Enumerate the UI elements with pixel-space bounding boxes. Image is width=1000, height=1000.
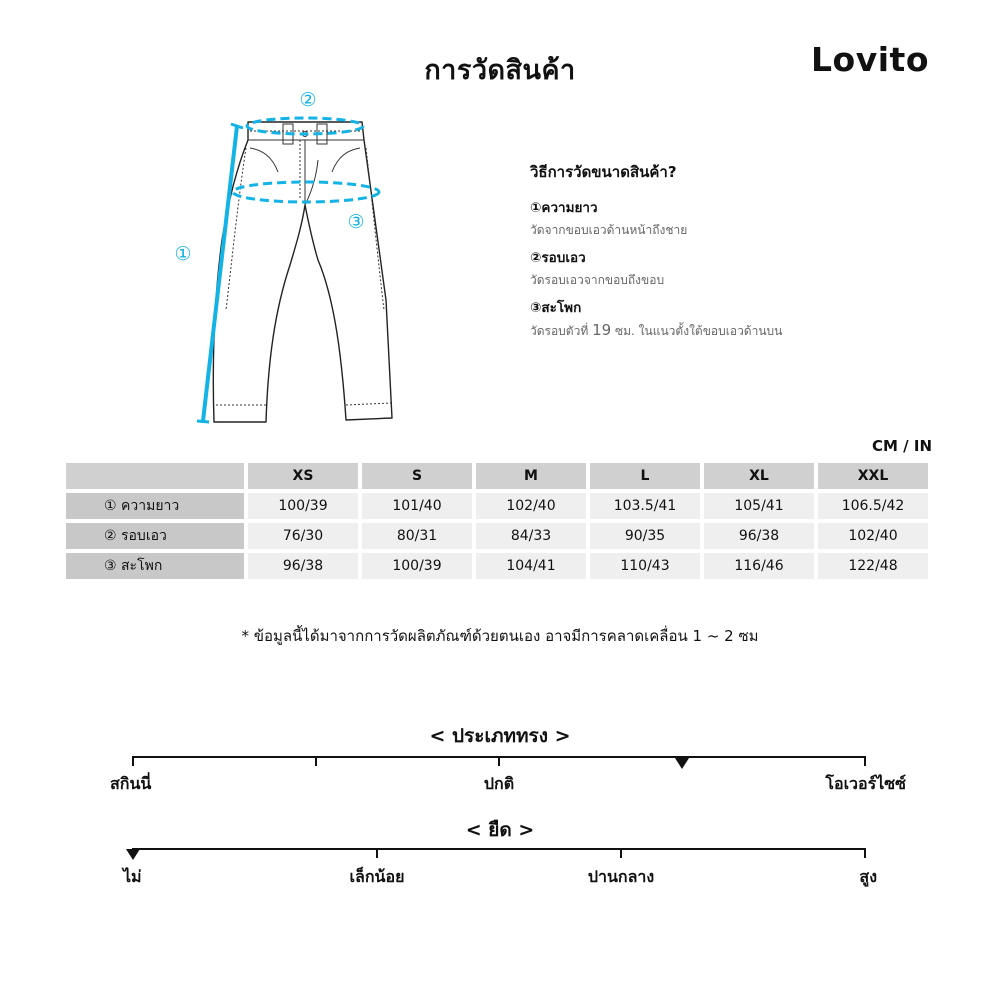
- marker-hip: ③: [347, 211, 365, 233]
- instruction-desc: วัดรอบเอวจากขอบถึงขอบ: [530, 273, 665, 287]
- instruction-desc-number: 19: [592, 321, 612, 339]
- stretch-scale-title: < ยืด >: [465, 819, 535, 841]
- stretch-label-high: สูง: [859, 867, 877, 886]
- instruction-item-hip: [530, 296, 970, 341]
- pants-outline: [213, 122, 392, 422]
- marker-waist: ②: [299, 89, 317, 111]
- fit-label-regular: ปกติ: [483, 774, 515, 793]
- stretch-label-slight: เล็กน้อย: [349, 867, 405, 886]
- table-cell: 110/43: [590, 553, 700, 579]
- instruction-desc-suffix: ซม. ในแนวตั้งใต้ขอบเอวด้านบน: [615, 324, 783, 338]
- measurement-instructions: [530, 160, 970, 347]
- table-cell: 101/40: [362, 493, 472, 519]
- table-cell: 96/38: [704, 523, 814, 549]
- table-cell: 80/31: [362, 523, 472, 549]
- row-label: ① ความยาว: [66, 493, 244, 519]
- size-header: S: [362, 463, 472, 489]
- table-cell: 102/40: [818, 523, 928, 549]
- size-header: XL: [704, 463, 814, 489]
- size-header: M: [476, 463, 586, 489]
- instruction-desc: วัดจากขอบเอวด้านหน้าถึงชาย: [530, 223, 688, 237]
- stretch-selected-marker: [126, 849, 140, 860]
- instructions-heading: วิธีการวัดขนาดสินค้า?: [530, 163, 677, 181]
- instruction-desc: [530, 321, 970, 341]
- fit-scale-tick: [315, 756, 317, 766]
- table-cell: 100/39: [362, 553, 472, 579]
- table-row: [66, 553, 928, 579]
- table-cell: 105/41: [704, 493, 814, 519]
- table-cell: 84/33: [476, 523, 586, 549]
- fit-scale-tick: [132, 756, 134, 766]
- table-row: [66, 493, 928, 519]
- unit-label: CM / IN: [872, 437, 932, 455]
- stretch-label-medium: ปานกลาง: [587, 867, 655, 886]
- table-cell: 104/41: [476, 553, 586, 579]
- stretch-label-none: ไม่: [123, 867, 142, 886]
- marker-length: ①: [174, 243, 192, 265]
- row-label: ② รอบเอว: [66, 523, 244, 549]
- table-cell: 102/40: [476, 493, 586, 519]
- fit-selected-marker: [675, 758, 689, 769]
- table-cell: 96/38: [248, 553, 358, 579]
- table-cell: 122/48: [818, 553, 928, 579]
- table-cell: 116/46: [704, 553, 814, 579]
- size-header: XXL: [818, 463, 928, 489]
- size-header: L: [590, 463, 700, 489]
- instruction-name: ①ความยาว: [530, 200, 598, 216]
- fit-label-skinny: สกินนี่: [110, 774, 152, 793]
- instruction-name: ②รอบเอว: [530, 250, 586, 266]
- pants-measurement-diagram: [160, 82, 420, 432]
- table-cell: 103.5/41: [590, 493, 700, 519]
- instruction-item-waist: [530, 246, 970, 290]
- header-blank: [66, 463, 244, 489]
- size-table: [62, 459, 932, 583]
- instruction-item-length: [530, 196, 970, 240]
- fit-label-oversize: โอเวอร์ไซซ์: [825, 774, 906, 793]
- table-cell: 106.5/42: [818, 493, 928, 519]
- stretch-scale-line: [132, 848, 866, 850]
- page-title: การวัดสินค้า: [424, 55, 576, 86]
- table-cell: 76/30: [248, 523, 358, 549]
- table-cell: 90/35: [590, 523, 700, 549]
- size-header: XS: [248, 463, 358, 489]
- stretch-scale-tick: [376, 848, 378, 858]
- fit-scale-tick: [498, 756, 500, 766]
- measurement-note: * ข้อมูลนี้ได้มาจากการวัดผลิตภัณฑ์ด้วยตนเอง อาจมีการคลาดเคลื่อน 1 ~ 2 ซม: [241, 627, 759, 645]
- table-cell: 100/39: [248, 493, 358, 519]
- table-row: [66, 523, 928, 549]
- fit-scale-title: < ประเภททรง >: [429, 725, 571, 747]
- stretch-scale-tick: [620, 848, 622, 858]
- brand-logo: Lovito: [811, 40, 929, 79]
- instruction-name: ③สะโพก: [530, 300, 582, 316]
- fit-scale-tick: [864, 756, 866, 766]
- row-label: ③ สะโพก: [66, 553, 244, 579]
- stretch-scale-tick: [864, 848, 866, 858]
- instruction-desc-prefix: วัดรอบตัวที่: [530, 324, 589, 338]
- size-header-row: [66, 463, 928, 489]
